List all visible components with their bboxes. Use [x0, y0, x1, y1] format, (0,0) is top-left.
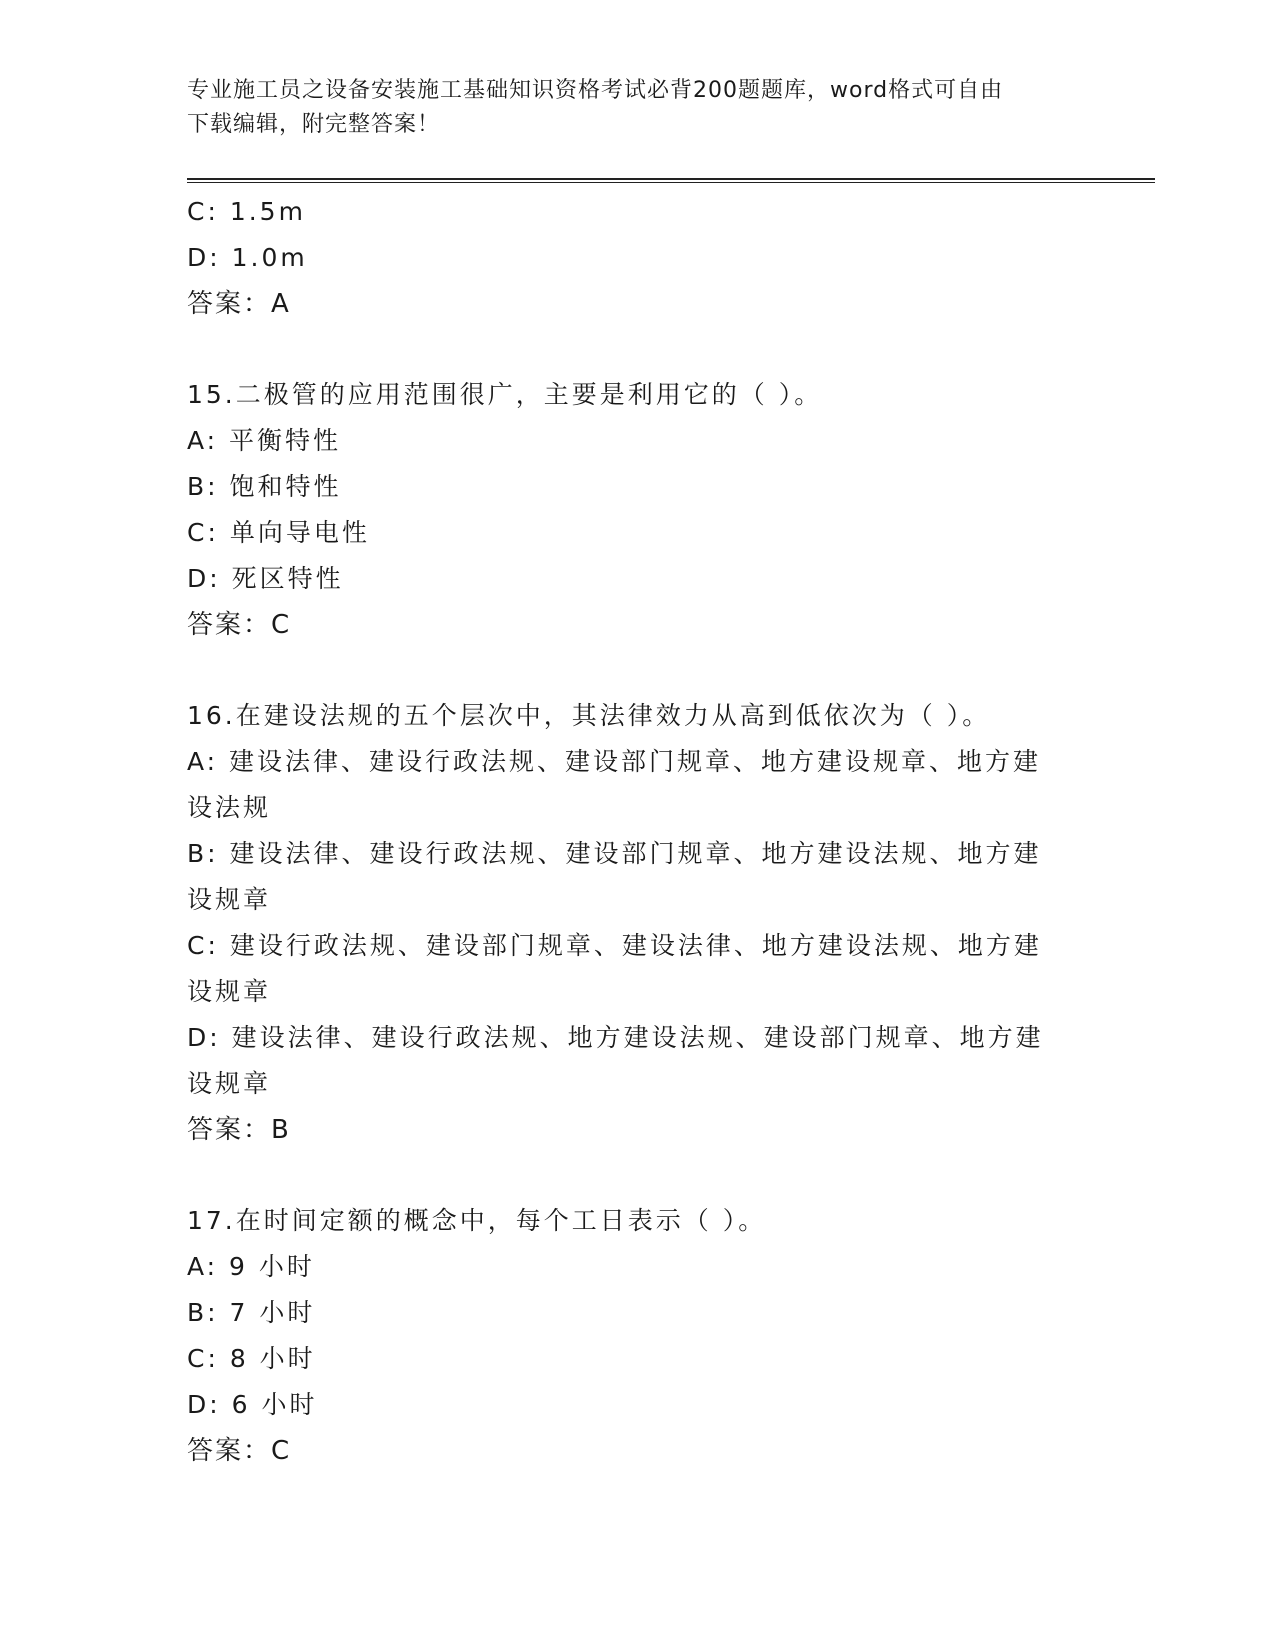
option-b-line-1: B: 建设法律、建设行政法规、建设部门规章、地方建设法规、地方建: [187, 839, 1042, 868]
option-c-line-1: C: 建设行政法规、建设部门规章、建设法律、地方建设法规、地方建: [187, 931, 1042, 960]
question-block-17: [187, 1198, 1087, 1474]
question-stem: 17.在时间定额的概念中，每个工日表示（ ）。: [187, 1206, 767, 1235]
header-title-line-2: 下载编辑，附完整答案！: [187, 112, 441, 137]
document-header: [187, 74, 1067, 142]
option-a: A: 平衡特性: [187, 426, 342, 455]
header-divider-thick: [187, 178, 1155, 180]
spacer: [187, 327, 1087, 372]
question-block-previous: [187, 189, 1087, 327]
header-title-line-1: 专业施工员之设备安装施工基础知识资格考试必背200题题库，word格式可自由: [187, 78, 1004, 103]
option-b-line-2: 设规章: [187, 885, 272, 914]
option-d: D: 1.0m: [187, 243, 308, 272]
question-block-15: [187, 372, 1087, 648]
option-c: C: 1.5m: [187, 197, 306, 226]
spacer: [187, 648, 1087, 693]
option-d: D: 6 小时: [187, 1390, 318, 1419]
option-d-line-1: D: 建设法律、建设行政法规、地方建设法规、建设部门规章、地方建: [187, 1023, 1044, 1052]
option-c: C: 单向导电性: [187, 518, 370, 547]
option-c-line-2: 设规章: [187, 977, 272, 1006]
option-a-line-2: 设法规: [187, 793, 272, 822]
answer-line: 答案：A: [187, 289, 291, 319]
option-a: A: 9 小时: [187, 1252, 315, 1281]
answer-line: 答案：C: [187, 1436, 292, 1466]
answer-line: 答案：B: [187, 1115, 291, 1145]
question-block-16: [187, 693, 1087, 1153]
option-c: C: 8 小时: [187, 1344, 316, 1373]
option-a-line-1: A: 建设法律、建设行政法规、建设部门规章、地方建设规章、地方建: [187, 747, 1042, 776]
question-stem: 15.二极管的应用范围很广，主要是利用它的（ ）。: [187, 380, 823, 409]
spacer: [187, 1153, 1087, 1198]
header-divider-thin: [187, 182, 1155, 183]
question-stem: 16.在建设法规的五个层次中，其法律效力从高到低依次为（ ）。: [187, 701, 991, 730]
answer-line: 答案：C: [187, 610, 292, 640]
option-d-line-2: 设规章: [187, 1069, 272, 1098]
document-body: [187, 189, 1087, 1474]
option-b: B: 饱和特性: [187, 472, 342, 501]
option-d: D: 死区特性: [187, 564, 344, 593]
option-b: B: 7 小时: [187, 1298, 316, 1327]
